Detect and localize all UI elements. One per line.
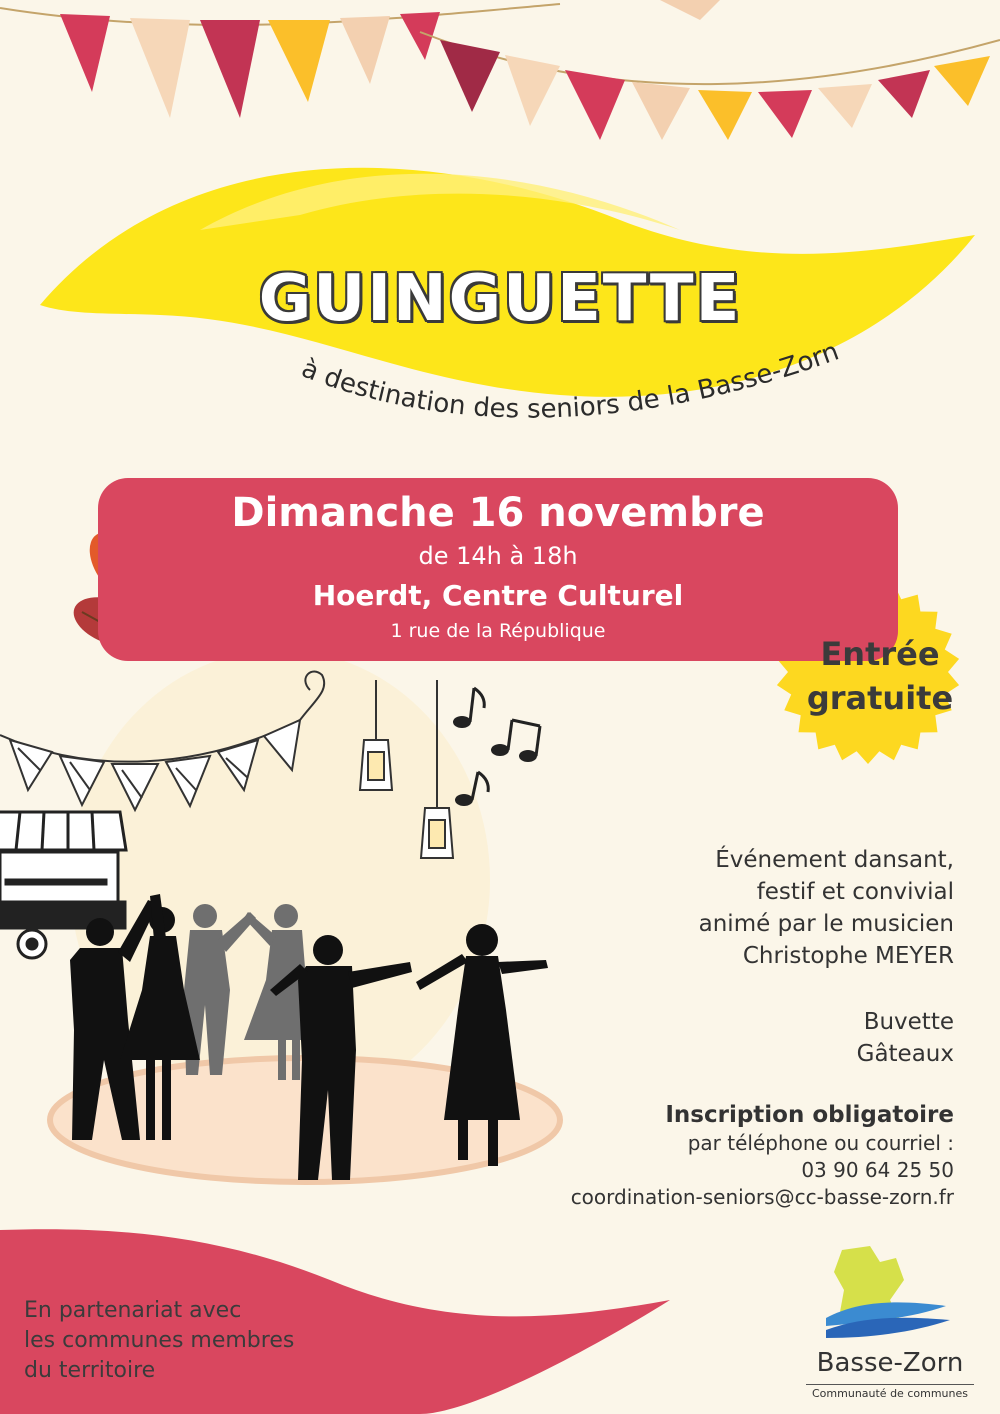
free-entry-text — [780, 632, 980, 720]
description-line3: animé par le musicien — [698, 911, 954, 937]
logo-name: Basse-Zorn — [816, 1348, 964, 1378]
partner-line2: les communes membres — [24, 1328, 295, 1353]
registration-email[interactable]: coordination-seniors@cc-basse-zorn.fr — [570, 1185, 954, 1209]
registration-method: par téléphone ou courriel : — [687, 1131, 954, 1155]
basse-zorn-logo-icon — [826, 1246, 950, 1338]
musician-name: Christophe MEYER — [742, 943, 954, 969]
event-description — [534, 844, 954, 972]
event-address: 1 rue de la République — [390, 620, 606, 642]
description-line2: festif et convivial — [756, 879, 954, 905]
event-time: de 14h à 18h — [418, 542, 578, 570]
top-bunting — [0, 0, 1000, 140]
badge-line2: gratuite — [806, 679, 954, 717]
refreshments — [654, 1006, 954, 1070]
description-line1: Événement dansant, — [715, 847, 954, 873]
extras-line1: Buvette — [863, 1009, 954, 1035]
partner-line1: En partenariat avec — [24, 1298, 242, 1323]
event-date: Dimanche 16 novembre — [231, 490, 765, 536]
event-place: Hoerdt, Centre Culturel — [312, 579, 684, 612]
logo-subtitle: Communauté de communes — [806, 1384, 974, 1400]
partner-line3: du territoire — [24, 1358, 156, 1383]
partnership-note — [24, 1296, 384, 1386]
registration-heading: Inscription obligatoire — [665, 1102, 954, 1128]
page-title: GUINGUETTE — [258, 262, 742, 336]
registration-info — [434, 1100, 954, 1211]
badge-line1: Entrée — [820, 635, 940, 673]
extras-line2: Gâteaux — [856, 1041, 954, 1067]
subtitle: à destination des seniors de la Basse-Zorn — [297, 336, 843, 425]
registration-phone[interactable]: 03 90 64 25 50 — [801, 1158, 954, 1182]
